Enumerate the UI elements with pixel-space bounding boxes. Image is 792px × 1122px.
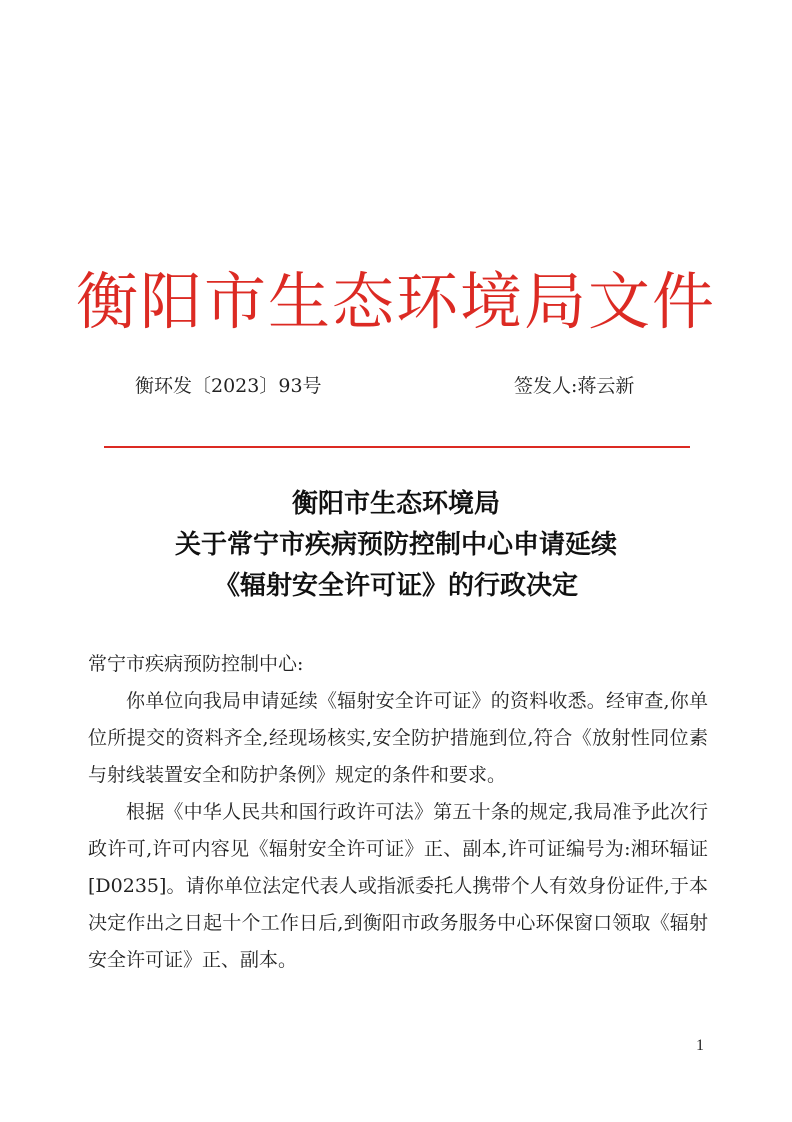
body-paragraph-2: 根据《中华人民共和国行政许可法》第五十条的规定,我局准予此次行政许可,许可内容见《辐射安全许可证》正、副本,许可证编号为:湘环辐证[D0235]。请你单位法定代表人或指派委托人携带个人有效身份证件,于本决定作出之日起十个工作日后,到衡阳市政务服务中心环保窗口领取《辐射安全许可证》正、副本。 [88,801,708,971]
page-number: 1 [696,1037,704,1054]
issuer-signatory: 签发人:蒋云新 [514,375,635,397]
document-title [0,484,792,607]
title-line-1: 衡阳市生态环境局 [291,489,500,519]
body-paragraph-1: 你单位向我局申请延续《辐射安全许可证》的资料收悉。经审查,你单位所提交的资料齐全,经现场核实,安全防护措施到位,符合《放射性同位素与射线装置安全和防护条例》规定的条件和要求。 [88,690,708,786]
document-body [88,646,708,979]
masthead-title: 衡阳市生态环境局文件 [75,265,716,338]
title-line-2: 关于常宁市疾病预防控制中心申请延续 [174,530,617,560]
salutation: 常宁市疾病预防控制中心: [88,653,304,675]
red-divider-line [104,446,690,448]
document-number: 衡环发〔2023〕93号 [135,375,322,397]
title-line-3: 《辐射安全许可证》的行政决定 [213,571,578,601]
